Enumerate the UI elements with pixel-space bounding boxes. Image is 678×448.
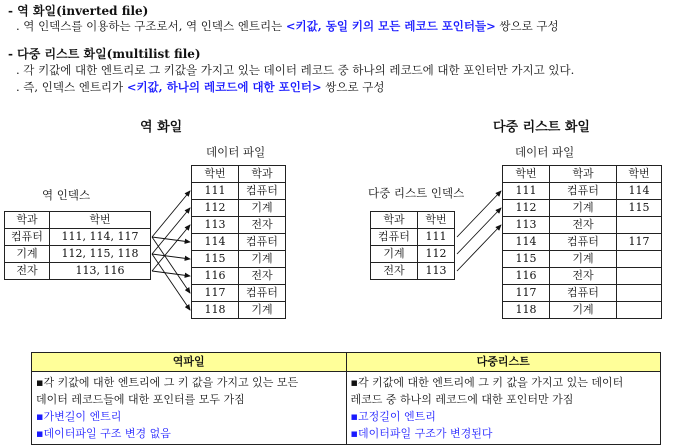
multilist-data-id: 115 xyxy=(503,251,550,268)
inverted-data-id: 118 xyxy=(192,302,239,319)
table-row xyxy=(503,285,662,302)
inverted-index-ids: 113, 116 xyxy=(50,263,151,280)
inverted-data-dept: 컴퓨터 xyxy=(239,183,286,200)
inverted-data-dept: 전자 xyxy=(239,268,286,285)
table-row xyxy=(192,302,286,319)
multilist-index-id: 113 xyxy=(418,263,455,280)
comparison-inverted-line4: ▪데이터파일 구조 변경 없음 xyxy=(36,427,171,440)
inverted-data-header-id: 학번 xyxy=(192,166,239,183)
inverted-data-id: 112 xyxy=(192,200,239,217)
inverted-index-ids: 111, 114, 117 xyxy=(50,229,151,246)
table-row xyxy=(192,268,286,285)
section1-desc-highlight: <키값, 동일 키의 모든 레코드 포인터들> xyxy=(285,19,496,33)
table-row xyxy=(5,229,151,246)
multilist-data-dept: 기계 xyxy=(550,251,617,268)
inverted-arrow-group-machine xyxy=(152,208,190,310)
multilist-data-next xyxy=(617,217,662,234)
multilist-index-header-id: 학번 xyxy=(418,212,455,229)
multilist-data-id: 112 xyxy=(503,200,550,217)
table-row xyxy=(192,251,286,268)
inverted-data-id: 114 xyxy=(192,234,239,251)
inverted-data-dept: 컴퓨터 xyxy=(239,285,286,302)
section1-desc-suffix: 쌍으로 구성 xyxy=(495,19,559,33)
multilist-data-id: 113 xyxy=(503,217,550,234)
multilist-data-dept: 컴퓨터 xyxy=(550,285,617,302)
multilist-data-next xyxy=(617,251,662,268)
multilist-data-id: 111 xyxy=(503,183,550,200)
inverted-data-id: 116 xyxy=(192,268,239,285)
inverted-index-dept: 컴퓨터 xyxy=(5,229,50,246)
inverted-title: 역 화일 xyxy=(140,120,183,135)
comparison-multilist-line1: ▪각 키값에 대한 엔트리에 그 키 값을 가지고 있는 데이터 xyxy=(350,376,624,389)
comparison-cell-multilist xyxy=(346,372,661,445)
multilist-data-dept: 기계 xyxy=(550,200,617,217)
inverted-index-dept: 전자 xyxy=(5,263,50,280)
table-row xyxy=(5,246,151,263)
multilist-data-label: 데이터 파일 xyxy=(515,145,575,159)
inverted-index-ids: 112, 115, 118 xyxy=(50,246,151,263)
table-row xyxy=(192,200,286,217)
comparison-header-multilist: 다중리스트 xyxy=(346,353,661,372)
section2-desc2-highlight: <키값, 하나의 레코드에 대한 포인터> xyxy=(126,80,322,94)
inverted-data-dept: 기계 xyxy=(239,302,286,319)
multilist-data-id: 117 xyxy=(503,285,550,302)
multilist-data-dept: 전자 xyxy=(550,217,617,234)
multilist-data-next xyxy=(617,268,662,285)
multilist-index-id: 111 xyxy=(418,229,455,246)
multilist-index-table xyxy=(370,211,455,280)
inverted-data-id: 115 xyxy=(192,251,239,268)
table-row xyxy=(503,234,662,251)
inverted-index-dept: 기계 xyxy=(5,246,50,263)
table-row xyxy=(371,229,455,246)
multilist-data-header-dept: 학과 xyxy=(550,166,617,183)
section2-desc2 xyxy=(16,79,385,95)
multilist-data-table xyxy=(502,165,662,319)
inverted-data-table xyxy=(191,165,286,319)
comparison-header-inverted: 역파일 xyxy=(32,353,347,372)
table-row xyxy=(503,302,662,319)
multilist-index-dept: 전자 xyxy=(371,263,418,280)
multilist-data-next xyxy=(617,302,662,319)
inverted-data-id: 113 xyxy=(192,217,239,234)
inverted-index-label: 역 인덱스 xyxy=(42,188,91,202)
multilist-data-dept: 전자 xyxy=(550,268,617,285)
multilist-index-label: 다중 리스트 인덱스 xyxy=(368,186,465,200)
inverted-data-header-dept: 학과 xyxy=(239,166,286,183)
table-row xyxy=(192,183,286,200)
inverted-arrow-group-computer xyxy=(152,191,190,293)
table-row xyxy=(5,263,151,280)
comparison-multilist-line2: 레코드 중 하나의 레코드에 대한 포인터만 가짐 xyxy=(350,393,574,406)
multilist-data-dept: 컴퓨터 xyxy=(550,183,617,200)
section2-desc2-suffix: 쌍으로 구성 xyxy=(321,80,385,94)
comparison-table xyxy=(31,352,661,445)
inverted-data-dept: 기계 xyxy=(239,251,286,268)
inverted-data-dept: 전자 xyxy=(239,217,286,234)
table-row xyxy=(503,183,662,200)
multilist-data-id: 116 xyxy=(503,268,550,285)
multilist-data-dept: 컴퓨터 xyxy=(550,234,617,251)
table-row xyxy=(503,268,662,285)
multilist-index-dept: 기계 xyxy=(371,246,418,263)
multilist-data-header-id: 학번 xyxy=(503,166,550,183)
inverted-arrow-group-electronics xyxy=(152,225,190,276)
multilist-data-header-next: 학번 xyxy=(617,166,662,183)
comparison-inverted-line2: 데이터 레코드들에 대한 포인터를 모두 가짐 xyxy=(36,393,245,406)
comparison-cell-inverted xyxy=(32,372,347,445)
inverted-index-table xyxy=(4,211,151,280)
table-row xyxy=(192,234,286,251)
inverted-index-header-dept: 학과 xyxy=(5,212,50,229)
table-row xyxy=(503,251,662,268)
inverted-data-dept: 컴퓨터 xyxy=(239,234,286,251)
section1-description xyxy=(16,18,559,34)
inverted-data-id: 117 xyxy=(192,285,239,302)
table-row xyxy=(371,246,455,263)
multilist-data-dept: 기계 xyxy=(550,302,617,319)
comparison-multilist-line3: ▪고정길이 엔트리 xyxy=(350,410,436,423)
inverted-data-label: 데이터 파일 xyxy=(206,145,266,159)
multilist-data-id: 114 xyxy=(503,234,550,251)
table-row xyxy=(192,217,286,234)
comparison-inverted-line3: ▪가변길이 엔트리 xyxy=(36,410,122,423)
section2-desc1: . 각 키값에 대한 엔트리로 그 키값을 가지고 있는 데이터 레코드 중 하나의 레코드에 대한 포인터만 가지고 있다. xyxy=(16,63,575,77)
section2-title: - 다중 리스트 화일(multilist file) xyxy=(8,47,201,61)
comparison-multilist-line4: ▪데이터파일 구조가 변경된다 xyxy=(350,427,493,440)
section1-title: - 역 화일(inverted file) xyxy=(8,4,149,18)
multilist-title: 다중 리스트 화일 xyxy=(493,120,590,135)
multilist-arrow-group xyxy=(457,191,501,271)
comparison-inverted-line1: ▪각 키값에 대한 엔트리에 그 키 값을 가지고 있는 모든 xyxy=(36,376,299,389)
multilist-data-id: 118 xyxy=(503,302,550,319)
section2-desc2-prefix: . 즉, 인덱스 엔트리가 xyxy=(16,80,127,94)
multilist-data-next: 117 xyxy=(617,234,662,251)
multilist-data-next xyxy=(617,285,662,302)
inverted-data-dept: 기계 xyxy=(239,200,286,217)
multilist-index-dept: 컴퓨터 xyxy=(371,229,418,246)
inverted-index-header-id: 학번 xyxy=(50,212,151,229)
section1-desc-prefix: . 역 인덱스를 이용하는 구조로서, 역 인덱스 엔트리는 xyxy=(16,19,286,33)
multilist-index-id: 112 xyxy=(418,246,455,263)
table-row xyxy=(371,263,455,280)
inverted-data-id: 111 xyxy=(192,183,239,200)
table-row xyxy=(503,200,662,217)
multilist-data-next: 115 xyxy=(617,200,662,217)
table-row xyxy=(192,285,286,302)
table-row xyxy=(503,217,662,234)
multilist-data-next: 114 xyxy=(617,183,662,200)
multilist-index-header-dept: 학과 xyxy=(371,212,418,229)
